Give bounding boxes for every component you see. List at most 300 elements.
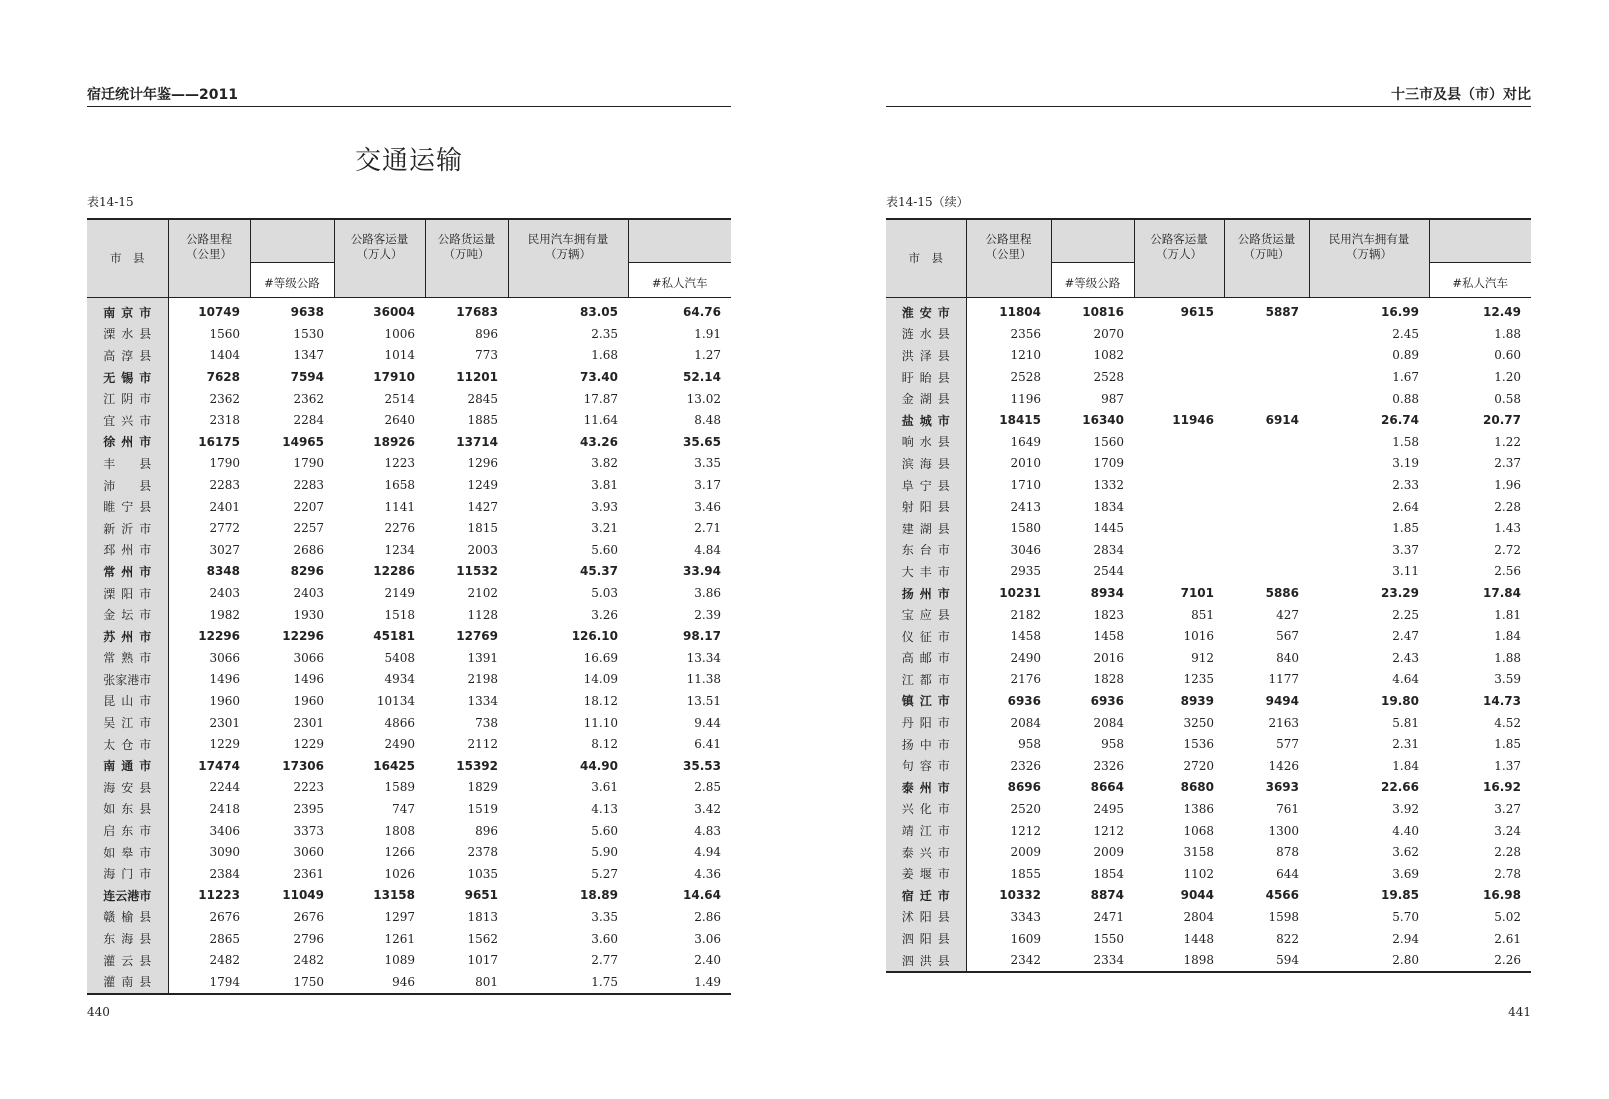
- table-row: [87, 297, 731, 323]
- header-passenger: 公路客运量 （万人）: [1134, 219, 1224, 297]
- row-name: 启东市: [87, 820, 168, 842]
- cell-road-length: 2482: [209, 953, 240, 968]
- header-vehicles-blank: [1429, 219, 1531, 262]
- cell-vehicles: 2.43: [1392, 650, 1419, 665]
- cell-road-length: 2084: [1010, 715, 1041, 730]
- cell-road-length: 2362: [209, 391, 240, 406]
- cell-private: 1.84: [1494, 629, 1521, 644]
- table-row: [886, 669, 1531, 691]
- cell-private: 1.37: [1494, 758, 1521, 773]
- cell-freight: 896: [475, 326, 498, 341]
- cell-graded-road: 3066: [293, 650, 324, 665]
- row-name: 江都市: [886, 669, 966, 691]
- header-road-length-blank: [1051, 219, 1134, 262]
- transport-table-right: [886, 218, 1531, 973]
- table-row: [87, 539, 731, 561]
- cell-private: 17.84: [1483, 586, 1521, 601]
- row-name: 灌云县: [87, 949, 168, 971]
- row-name: 徐州市: [87, 431, 168, 453]
- cell-passenger: [1134, 517, 1224, 539]
- cell-road-length: 1458: [1010, 629, 1041, 644]
- cell-graded-road: 2223: [293, 780, 324, 795]
- cell-freight: 2198: [467, 672, 498, 687]
- cell-graded-road: 2361: [293, 866, 324, 881]
- row-name: 宝应县: [886, 604, 966, 626]
- cell-passenger: 912: [1191, 650, 1214, 665]
- cell-graded-road: 958: [1101, 737, 1124, 752]
- row-name: 沛 县: [87, 474, 168, 496]
- cell-passenger: 4866: [384, 715, 415, 730]
- cell-graded-road: 6936: [1090, 693, 1124, 708]
- cell-graded-road: 1347: [293, 348, 324, 363]
- cell-graded-road: 3060: [293, 845, 324, 860]
- cell-passenger: 3250: [1183, 715, 1214, 730]
- table-row: [87, 820, 731, 842]
- cell-road-length: 2403: [209, 586, 240, 601]
- cell-private: 13.51: [686, 693, 721, 708]
- table-row: [87, 733, 731, 755]
- table-row: [87, 323, 731, 345]
- cell-road-length: 2490: [1010, 650, 1041, 665]
- cell-road-length: 1710: [1010, 478, 1041, 493]
- transport-table-left: [87, 218, 731, 995]
- table-row: [87, 906, 731, 928]
- table-row: [87, 863, 731, 885]
- cell-graded-road: 1530: [293, 326, 324, 341]
- cell-passenger: 2804: [1183, 909, 1214, 924]
- cell-private: 8.48: [694, 413, 721, 428]
- row-name: 靖江市: [886, 820, 966, 842]
- table-row: [87, 712, 731, 734]
- cell-private: 16.98: [1483, 888, 1521, 903]
- cell-graded-road: 1445: [1093, 521, 1124, 536]
- cell-freight: 1815: [467, 521, 498, 536]
- header-city: 市 县: [886, 219, 966, 297]
- cell-freight: 1334: [467, 693, 498, 708]
- cell-freight: [1224, 431, 1309, 453]
- cell-freight: 594: [1276, 953, 1299, 968]
- cell-freight: 12769: [456, 629, 498, 644]
- table-row: [886, 517, 1531, 539]
- header-road-length-sub: [966, 262, 1051, 297]
- cell-freight: 2163: [1268, 715, 1299, 730]
- table-row: [886, 388, 1531, 410]
- cell-vehicles: 126.10: [571, 629, 618, 644]
- cell-freight: 1426: [1268, 758, 1299, 773]
- header-vehicles: 民用汽车拥有量 （万辆）: [1309, 219, 1429, 262]
- cell-vehicles: 2.45: [1392, 326, 1419, 341]
- cell-vehicles: 1.85: [1392, 521, 1419, 536]
- cell-road-length: 1196: [1010, 391, 1041, 406]
- cell-private: 4.52: [1494, 715, 1521, 730]
- cell-freight: 6914: [1265, 413, 1299, 428]
- cell-graded-road: 1854: [1093, 866, 1124, 881]
- cell-passenger: 5408: [384, 650, 415, 665]
- cell-private: 1.85: [1494, 737, 1521, 752]
- header-vehicles: 民用汽车拥有量 （万辆）: [508, 219, 628, 262]
- header-road-length: [168, 219, 250, 262]
- table-row: [886, 928, 1531, 950]
- cell-road-length: 1982: [209, 607, 240, 622]
- cell-freight: 840: [1276, 650, 1299, 665]
- cell-private: 16.92: [1483, 780, 1521, 795]
- cell-road-length: 2528: [1010, 370, 1041, 385]
- cell-passenger: 851: [1191, 607, 1214, 622]
- cell-private: 11.38: [686, 672, 721, 687]
- table-row: [886, 323, 1531, 345]
- cell-road-length: 17474: [198, 758, 240, 773]
- cell-freight: 567: [1276, 629, 1299, 644]
- cell-freight: [1224, 539, 1309, 561]
- row-name: 兴化市: [886, 798, 966, 820]
- table-row: [886, 474, 1531, 496]
- row-name: 溧阳市: [87, 582, 168, 604]
- cell-vehicles: 1.75: [591, 974, 618, 989]
- table-row: [87, 928, 731, 950]
- cell-freight: 1035: [467, 866, 498, 881]
- cell-road-length: 2318: [209, 413, 240, 428]
- cell-private: 3.46: [694, 499, 721, 514]
- row-name: 淮安市: [886, 297, 966, 323]
- cell-private: 1.88: [1494, 326, 1521, 341]
- table-body: [886, 297, 1531, 972]
- page-number: 441: [1508, 1005, 1531, 1019]
- cell-freight: 2112: [467, 737, 498, 752]
- cell-vehicles: 3.92: [1392, 801, 1419, 816]
- row-name: 响水县: [886, 431, 966, 453]
- cell-vehicles: 11.64: [583, 413, 618, 428]
- cell-graded-road: 3373: [293, 823, 324, 838]
- left-page: [0, 0, 804, 1099]
- cell-passenger: 1223: [384, 456, 415, 471]
- cell-road-length: 3090: [209, 845, 240, 860]
- row-name: 太仓市: [87, 733, 168, 755]
- table-row: [87, 841, 731, 863]
- cell-vehicles: 22.66: [1381, 780, 1419, 795]
- row-name: 灌南县: [87, 971, 168, 994]
- cell-vehicles: 5.70: [1392, 909, 1419, 924]
- cell-graded-road: 2334: [1093, 953, 1124, 968]
- cell-graded-road: 11049: [282, 888, 324, 903]
- header-road-length-l1: 公路里程: [186, 232, 232, 246]
- cell-vehicles: 3.21: [591, 521, 618, 536]
- header-vehicles-blank: [628, 219, 731, 262]
- cell-freight: 1300: [1268, 823, 1299, 838]
- cell-private: 3.17: [694, 478, 721, 493]
- row-name: 洪泽县: [886, 345, 966, 367]
- cell-passenger: 2276: [384, 521, 415, 536]
- row-name: 昆山市: [87, 690, 168, 712]
- cell-freight: 1598: [1268, 909, 1299, 924]
- cell-freight: 896: [475, 823, 498, 838]
- cell-private: 20.77: [1483, 413, 1521, 428]
- cell-graded-road: 1496: [293, 672, 324, 687]
- cell-graded-road: 2362: [293, 391, 324, 406]
- cell-freight: 1829: [467, 780, 498, 795]
- table-row: [87, 669, 731, 691]
- table-row: [87, 949, 731, 971]
- cell-freight: 1296: [467, 456, 498, 471]
- cell-passenger: 17910: [373, 370, 415, 385]
- cell-private: 1.91: [694, 326, 721, 341]
- cell-road-length: 1210: [1010, 348, 1041, 363]
- cell-private: 2.40: [694, 953, 721, 968]
- header-vehicles-sub: [508, 262, 628, 297]
- table-row: [87, 345, 731, 367]
- cell-private: 1.88: [1494, 650, 1521, 665]
- table-row: [87, 366, 731, 388]
- cell-passenger: 4934: [384, 672, 415, 687]
- cell-road-length: 6936: [1007, 693, 1041, 708]
- cell-road-length: 1404: [209, 348, 240, 363]
- cell-road-length: 2356: [1010, 326, 1041, 341]
- cell-road-length: 1960: [209, 693, 240, 708]
- cell-graded-road: 14965: [282, 434, 324, 449]
- cell-road-length: 1790: [209, 456, 240, 471]
- cell-vehicles: 45.37: [580, 564, 618, 579]
- cell-passenger: 1235: [1183, 672, 1214, 687]
- cell-freight: 3693: [1265, 780, 1299, 795]
- cell-passenger: [1134, 345, 1224, 367]
- cell-road-length: 1496: [209, 672, 240, 687]
- cell-road-length: 1229: [209, 737, 240, 752]
- cell-vehicles: 43.26: [580, 434, 618, 449]
- row-name: 睢宁县: [87, 496, 168, 518]
- cell-freight: 878: [1276, 845, 1299, 860]
- cell-freight: 9494: [1265, 693, 1299, 708]
- cell-vehicles: 18.89: [580, 888, 618, 903]
- cell-passenger: 2490: [384, 737, 415, 752]
- row-name: 大丰市: [886, 561, 966, 583]
- table-row: [886, 712, 1531, 734]
- cell-private: 2.72: [1494, 542, 1521, 557]
- cell-freight: [1224, 496, 1309, 518]
- cell-graded-road: 2834: [1093, 542, 1124, 557]
- table-row: [886, 906, 1531, 928]
- cell-passenger: 1297: [384, 909, 415, 924]
- row-name: 赣榆县: [87, 906, 168, 928]
- cell-road-length: 2401: [209, 499, 240, 514]
- cell-freight: 1177: [1268, 672, 1299, 687]
- cell-vehicles: 1.58: [1392, 434, 1419, 449]
- table-row: [886, 366, 1531, 388]
- cell-passenger: 1536: [1183, 737, 1214, 752]
- cell-graded-road: 8296: [290, 564, 324, 579]
- cell-freight: 577: [1276, 737, 1299, 752]
- cell-private: 12.49: [1483, 305, 1521, 320]
- cell-private: 0.58: [1494, 391, 1521, 406]
- row-name: 如东县: [87, 798, 168, 820]
- row-name: 盱眙县: [886, 366, 966, 388]
- row-name: 海安县: [87, 777, 168, 799]
- cell-graded-road: 2283: [293, 478, 324, 493]
- row-name: 东海县: [87, 928, 168, 950]
- cell-private: 1.43: [1494, 521, 1521, 536]
- row-name: 南京市: [87, 297, 168, 323]
- cell-graded-road: 2482: [293, 953, 324, 968]
- cell-freight: 773: [475, 348, 498, 363]
- cell-passenger: 10134: [376, 693, 415, 708]
- cell-graded-road: 2686: [293, 542, 324, 557]
- cell-passenger: 12286: [373, 564, 415, 579]
- cell-graded-road: 2284: [293, 413, 324, 428]
- cell-private: 35.53: [683, 758, 721, 773]
- cell-vehicles: 3.35: [591, 909, 618, 924]
- row-name: 泰兴市: [886, 841, 966, 863]
- cell-graded-road: 8664: [1090, 780, 1124, 795]
- right-page: [804, 0, 1609, 1099]
- cell-private: 2.26: [1494, 953, 1521, 968]
- cell-vehicles: 8.12: [591, 737, 618, 752]
- cell-private: 2.86: [694, 909, 721, 924]
- cell-road-length: 2520: [1010, 801, 1041, 816]
- cell-vehicles: 3.82: [591, 456, 618, 471]
- table-row: [87, 798, 731, 820]
- cell-private: 1.49: [694, 974, 721, 989]
- row-name: 海门市: [87, 863, 168, 885]
- table-row: [87, 517, 731, 539]
- cell-vehicles: 3.61: [591, 780, 618, 795]
- row-name: 邳州市: [87, 539, 168, 561]
- cell-vehicles: 0.88: [1392, 391, 1419, 406]
- row-name: 扬中市: [886, 733, 966, 755]
- cell-passenger: 1261: [384, 931, 415, 946]
- cell-private: 1.27: [694, 348, 721, 363]
- table-row: [87, 647, 731, 669]
- row-name: 南通市: [87, 755, 168, 777]
- table-row: [886, 561, 1531, 583]
- cell-road-length: 8696: [1007, 780, 1041, 795]
- cell-private: 3.24: [1494, 823, 1521, 838]
- cell-passenger: 1102: [1183, 866, 1214, 881]
- header-road-length: 公路里程 （公里）: [966, 219, 1051, 262]
- header-city: 市 县: [87, 219, 168, 297]
- cell-vehicles: 3.60: [591, 931, 618, 946]
- cell-vehicles: 23.29: [1381, 586, 1419, 601]
- cell-passenger: 1898: [1183, 953, 1214, 968]
- cell-road-length: 10231: [999, 586, 1041, 601]
- table-row: [886, 777, 1531, 799]
- cell-road-length: 11804: [999, 305, 1041, 320]
- table-row: [886, 690, 1531, 712]
- cell-road-length: 2176: [1010, 672, 1041, 687]
- cell-private: 2.61: [1494, 931, 1521, 946]
- cell-vehicles: 19.85: [1381, 888, 1419, 903]
- cell-vehicles: 3.69: [1392, 866, 1419, 881]
- cell-vehicles: 3.62: [1392, 845, 1419, 860]
- section-title: 交通运输: [354, 146, 463, 176]
- cell-graded-road: 1834: [1093, 499, 1124, 514]
- cell-passenger: 2149: [384, 586, 415, 601]
- cell-private: 13.02: [686, 391, 721, 406]
- cell-passenger: [1134, 561, 1224, 583]
- cell-graded-road: 2495: [1093, 801, 1124, 816]
- row-name: 盐城市: [886, 409, 966, 431]
- cell-vehicles: 5.27: [591, 866, 618, 881]
- cell-passenger: 8939: [1180, 693, 1214, 708]
- cell-passenger: 1266: [384, 845, 415, 860]
- cell-graded-road: 2676: [293, 909, 324, 924]
- table-row: [87, 690, 731, 712]
- cell-road-length: 12296: [198, 629, 240, 644]
- cell-vehicles: 3.26: [591, 607, 618, 622]
- cell-passenger: [1134, 496, 1224, 518]
- table-row: [886, 345, 1531, 367]
- cell-road-length: 2418: [209, 801, 240, 816]
- cell-vehicles: 26.74: [1381, 413, 1419, 428]
- cell-vehicles: 17.87: [583, 391, 618, 406]
- cell-vehicles: 2.31: [1392, 737, 1419, 752]
- row-name: 阜宁县: [886, 474, 966, 496]
- table-number: 表14-15: [87, 195, 134, 209]
- header-passenger: 公路客运量 （万人）: [334, 219, 425, 297]
- cell-freight: 801: [475, 974, 498, 989]
- cell-vehicles: 2.64: [1392, 499, 1419, 514]
- cell-vehicles: 16.99: [1381, 305, 1419, 320]
- cell-vehicles: 19.80: [1381, 693, 1419, 708]
- cell-road-length: 11223: [198, 888, 240, 903]
- cell-passenger: 1448: [1183, 931, 1214, 946]
- cell-vehicles: 73.40: [580, 370, 618, 385]
- row-name: 丰 县: [87, 453, 168, 475]
- cell-private: 1.96: [1494, 478, 1521, 493]
- table-row: [886, 885, 1531, 907]
- cell-road-length: 2384: [209, 866, 240, 881]
- cell-road-length: 16175: [198, 434, 240, 449]
- row-name: 丹阳市: [886, 712, 966, 734]
- cell-private: 9.44: [694, 715, 721, 730]
- cell-private: 14.64: [683, 888, 721, 903]
- cell-vehicles: 4.13: [591, 801, 618, 816]
- cell-road-length: 18415: [999, 413, 1041, 428]
- cell-vehicles: 5.81: [1392, 715, 1419, 730]
- cell-graded-road: 2403: [293, 586, 324, 601]
- row-name: 滨海县: [886, 453, 966, 475]
- table-row: [886, 409, 1531, 431]
- cell-freight: 761: [1276, 801, 1299, 816]
- table-row: [87, 474, 731, 496]
- cell-freight: 644: [1276, 866, 1299, 881]
- cell-road-length: 2676: [209, 909, 240, 924]
- cell-freight: 1562: [467, 931, 498, 946]
- cell-graded-road: 2544: [1093, 564, 1124, 579]
- table-row: [87, 885, 731, 907]
- cell-private: 5.02: [1494, 909, 1521, 924]
- cell-vehicles: 2.33: [1392, 478, 1419, 493]
- cell-graded-road: 1790: [293, 456, 324, 471]
- cell-passenger: 2514: [384, 391, 415, 406]
- cell-graded-road: 1750: [293, 974, 324, 989]
- row-name: 沭阳县: [886, 906, 966, 928]
- table-row: [886, 625, 1531, 647]
- table-row: [87, 431, 731, 453]
- row-name: 常熟市: [87, 647, 168, 669]
- cell-graded-road: 987: [1101, 391, 1124, 406]
- row-name: 高邮市: [886, 647, 966, 669]
- cell-graded-road: 1458: [1093, 629, 1124, 644]
- cell-freight: 9651: [464, 888, 498, 903]
- cell-freight: 1885: [467, 413, 498, 428]
- cell-passenger: 747: [392, 801, 415, 816]
- cell-road-length: 1855: [1010, 866, 1041, 881]
- cell-passenger: 2720: [1183, 758, 1214, 773]
- table-row: [886, 820, 1531, 842]
- cell-freight: 2003: [467, 542, 498, 557]
- cell-road-length: 3027: [209, 542, 240, 557]
- table-row: [87, 453, 731, 475]
- cell-passenger: 9615: [1180, 305, 1214, 320]
- cell-vehicles: 1.84: [1392, 758, 1419, 773]
